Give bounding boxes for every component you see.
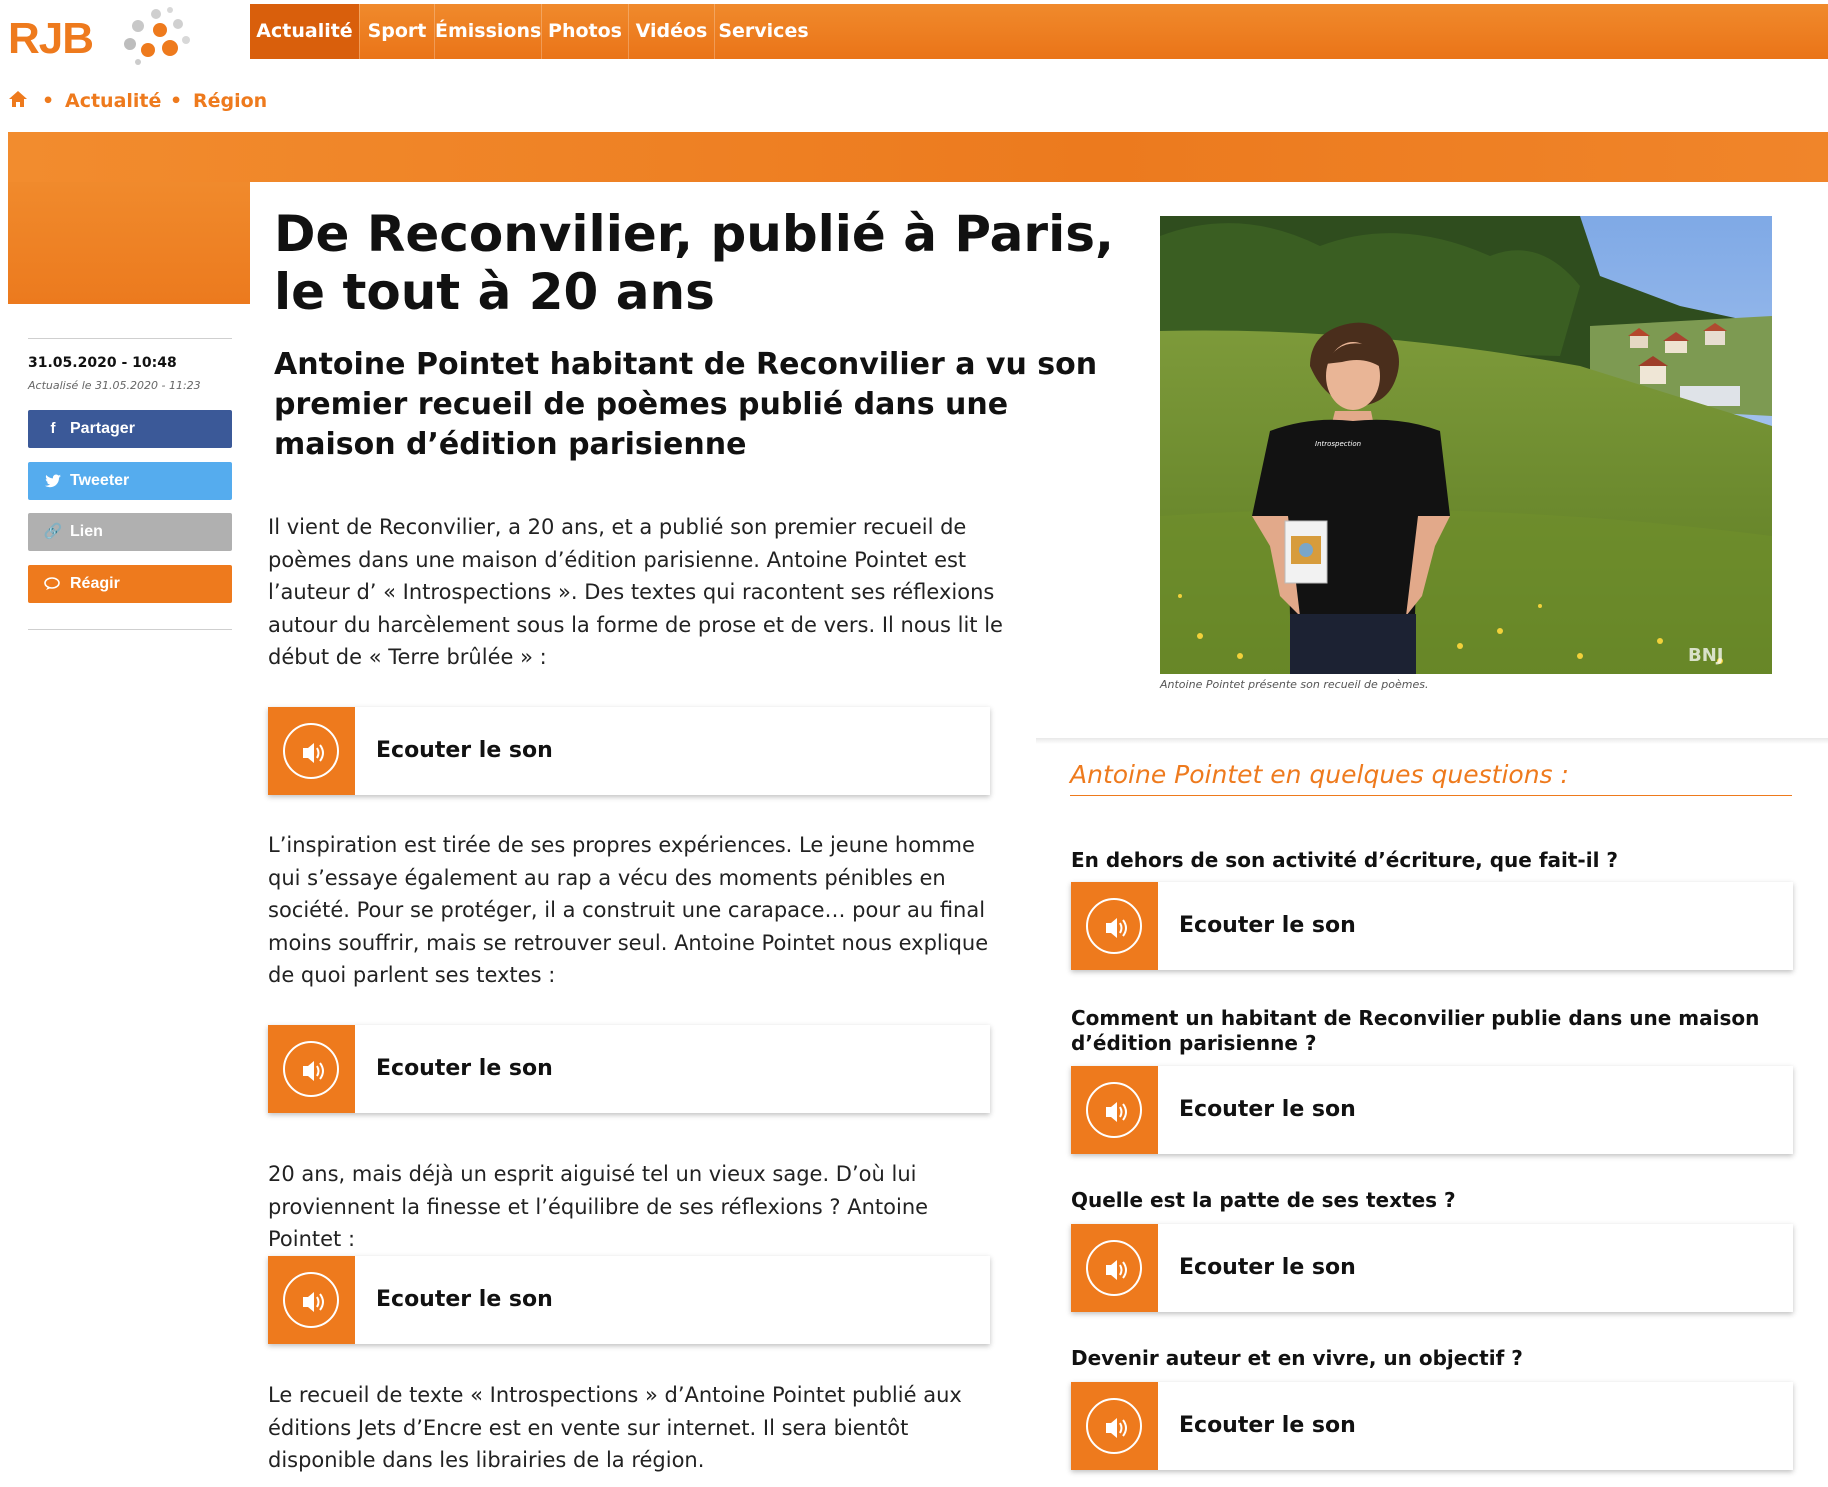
speaker-icon xyxy=(1088,900,1144,956)
box-top-shadow xyxy=(1036,738,1828,744)
play-ring xyxy=(283,723,339,779)
audio-player[interactable] xyxy=(268,1025,990,1113)
breadcrumb-actualite[interactable]: Actualité xyxy=(65,90,162,112)
share-twitter-label: Tweeter xyxy=(70,472,130,489)
photo-image xyxy=(1160,216,1772,674)
twitter-icon xyxy=(42,462,64,503)
play-ring xyxy=(1086,898,1142,954)
link-icon: 🔗 xyxy=(43,523,63,540)
audio-player[interactable] xyxy=(1071,1224,1793,1312)
article-paragraph: L’inspiration est tirée de ses propres expériences. Le jeune homme qui s’essaye également au rap a vécu des moments pénibles en société. Pour se protéger, il a construit une carapace… pour au final moins souffrir, mais se retrouver seul. Antoine Pointet nous explique de quoi parlent ses textes : xyxy=(268,833,989,987)
audio-player[interactable] xyxy=(1071,882,1793,970)
article-paragraph: Le recueil de texte « Introspections » d’Antoine Pointet publié aux éditions Jets d’Encre est en vente sur internet. Il sera bientôt disponible dans les librairies de la région. xyxy=(268,1383,962,1472)
audio-label: Ecouter le son xyxy=(376,1056,553,1081)
audio-label: Ecouter le son xyxy=(376,738,553,763)
audio-label: Ecouter le son xyxy=(1179,1413,1356,1438)
play-button[interactable] xyxy=(1071,1066,1158,1154)
photo-caption: Antoine Pointet présente son recueil de poèmes. xyxy=(1160,678,1429,691)
play-button[interactable] xyxy=(1071,1382,1158,1470)
speaker-icon xyxy=(1088,1400,1144,1456)
main-navigation xyxy=(250,4,1828,59)
nav-emissions[interactable]: Émissions xyxy=(435,20,542,42)
play-button[interactable] xyxy=(1071,882,1158,970)
play-ring xyxy=(283,1272,339,1328)
share-twitter-button[interactable] xyxy=(28,462,232,500)
article-photo[interactable] xyxy=(1160,216,1772,674)
audio-player[interactable] xyxy=(1071,1382,1793,1470)
nav-actualite[interactable]: Actualité xyxy=(250,4,359,59)
photo-watermark: BNJ xyxy=(1688,645,1724,666)
questions-box-divider xyxy=(1070,795,1792,796)
breadcrumb-separator: • xyxy=(170,90,183,112)
logo-text: RJB xyxy=(8,14,94,63)
share-facebook-label: Partager xyxy=(70,420,135,437)
play-ring xyxy=(1086,1240,1142,1296)
play-ring xyxy=(1086,1398,1142,1454)
play-button[interactable] xyxy=(268,1025,355,1113)
speaker-icon xyxy=(1088,1242,1144,1298)
speaker-icon xyxy=(1088,1084,1144,1140)
facebook-icon: f xyxy=(50,420,56,437)
play-ring xyxy=(283,1041,339,1097)
share-facebook-button[interactable] xyxy=(28,410,232,448)
play-button[interactable] xyxy=(268,1256,355,1344)
question-heading: Comment un habitant de Reconvilier publie dans une maison d’édition parisienne ? xyxy=(1071,1006,1760,1055)
updated-date: Actualisé le 31.05.2020 - 11:23 xyxy=(28,379,201,392)
audio-label: Ecouter le son xyxy=(1179,1097,1356,1122)
audio-label: Ecouter le son xyxy=(376,1287,553,1312)
nav-videos[interactable]: Vidéos xyxy=(635,20,708,42)
question-heading: En dehors de son activité d’écriture, que fait-il ? xyxy=(1071,848,1619,872)
nav-services[interactable]: Services xyxy=(718,20,809,42)
home-icon[interactable] xyxy=(8,90,28,113)
audio-label: Ecouter le son xyxy=(1179,1255,1356,1280)
site-logo[interactable] xyxy=(8,6,198,66)
nav-photos[interactable]: Photos xyxy=(548,20,622,42)
play-ring xyxy=(1086,1082,1142,1138)
speaker-icon xyxy=(285,1274,341,1330)
article-paragraph: 20 ans, mais déjà un esprit aiguisé tel un vieux sage. D’où lui proviennent la finesse et l’équilibre de ses réflexions ? Antoine Pointet : xyxy=(268,1162,929,1251)
react-label: Réagir xyxy=(70,575,120,592)
audio-label: Ecouter le son xyxy=(1179,913,1356,938)
copy-link-label: Lien xyxy=(70,523,103,540)
play-button[interactable] xyxy=(1071,1224,1158,1312)
sidebar-divider xyxy=(28,629,232,630)
question-heading: Quelle est la patte de ses textes ? xyxy=(1071,1188,1456,1212)
audio-player[interactable] xyxy=(1071,1066,1793,1154)
nav-sport[interactable]: Sport xyxy=(367,20,427,42)
section-banner xyxy=(8,132,1828,182)
article-paragraph: Il vient de Reconvilier, a 20 ans, et a publié son premier recueil de poèmes dans une maison d’édition parisienne. Antoine Pointet est l’auteur d’ « Introspections ». Des textes qui racontent ses réflexions autour du harcèlement sous la forme de prose et de vers. Il nous lit le début de « Terre brûlée » : xyxy=(268,515,1003,669)
question-heading: Devenir auteur et en vivre, un objectif ? xyxy=(1071,1346,1523,1370)
speaker-icon xyxy=(285,1043,341,1099)
react-button[interactable] xyxy=(28,565,232,603)
speaker-icon xyxy=(285,725,341,781)
sidebar-divider xyxy=(28,338,232,339)
copy-link-button[interactable] xyxy=(28,513,232,551)
comment-icon xyxy=(42,565,64,606)
article-title: De Reconvilier, publié à Paris, le tout à 20 ans xyxy=(274,205,1114,321)
audio-player[interactable] xyxy=(268,1256,990,1344)
breadcrumb-region[interactable]: Région xyxy=(193,90,268,112)
play-button[interactable] xyxy=(268,707,355,795)
audio-player[interactable] xyxy=(268,707,990,795)
breadcrumb-separator: • xyxy=(42,90,55,112)
section-banner-side xyxy=(8,182,250,304)
article-lead: Antoine Pointet habitant de Reconvilier a vu son premier recueil de poèmes publié dans une maison d’édition parisienne xyxy=(274,347,1098,462)
svg-text:Introspection: Introspection xyxy=(1315,440,1362,448)
questions-box-title: Antoine Pointet en quelques questions : xyxy=(1070,760,1569,789)
publish-date: 31.05.2020 - 10:48 xyxy=(28,355,177,371)
logo-dots-icon xyxy=(108,6,198,66)
